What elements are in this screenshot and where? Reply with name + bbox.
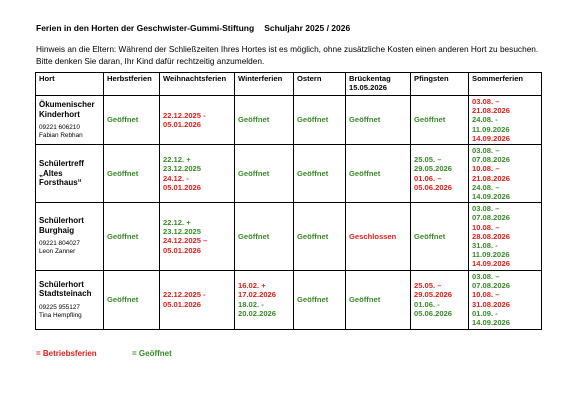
parent-notice: Hinweis an die Eltern: Während der Schließzeiten Ihres Hortes ist es möglich, ohne zusätzliche Kosten einen anderen Hort zu besuchen. Bitte denken Sie daran, Ihr Kind dafür rechtzeitig anzumelden. xyxy=(36,44,539,66)
date-line: 29.05.2026 xyxy=(414,164,453,174)
status-text: Geöffnet xyxy=(107,295,139,305)
hort-cell xyxy=(36,203,104,270)
date-line: 05.01.2026 xyxy=(163,245,202,255)
weihnacht-cell xyxy=(160,270,235,329)
status-text: Geöffnet xyxy=(297,295,329,305)
status-text: Geöffnet xyxy=(414,115,446,125)
date-line: 16.02. + xyxy=(238,281,266,291)
title-text: Ferien in den Horten der Geschwister-Gummi-Stiftung xyxy=(36,23,255,33)
table-row xyxy=(36,203,542,270)
hort-name-line: Schülerhort xyxy=(39,279,84,289)
status-text: Geöffnet xyxy=(107,231,139,241)
hort-name-line: Ökumenischer xyxy=(39,100,95,109)
date-line: 05.06.2026 xyxy=(414,182,453,192)
date-line: 25.05. – xyxy=(414,155,442,165)
date-line: 01.09. - xyxy=(472,308,498,318)
header-brueckentag-label: Brückentag xyxy=(349,74,391,83)
hort-contact: Tina Hempfling xyxy=(39,311,82,319)
winter-cell xyxy=(235,270,294,329)
date-line: 24.08. - xyxy=(472,115,498,125)
date-line: 03.08. – xyxy=(472,146,500,156)
ostern-cell xyxy=(294,270,346,329)
herbst-cell xyxy=(104,96,160,145)
header-brueckentag xyxy=(346,73,411,96)
hort-phone: 09225 955127 xyxy=(39,303,80,311)
header-weihnachtsferien: Weihnachtsferien xyxy=(160,73,235,96)
winter-cell xyxy=(235,145,294,203)
date-line: 07.08.2026 xyxy=(472,281,511,291)
date-line: 10.08. – xyxy=(472,164,500,174)
hort-cell xyxy=(36,96,104,145)
weihnacht-cell xyxy=(160,145,235,203)
hort-name-line: Schülertreff xyxy=(39,159,84,169)
date-line: 05.06.2026 xyxy=(414,308,453,318)
hort-name-line: „Altes xyxy=(39,168,63,178)
herbst-cell xyxy=(104,270,160,329)
header-hort: Hort xyxy=(36,73,104,96)
status-text: Geöffnet xyxy=(297,169,329,179)
hort-name-line: Forsthaus“ xyxy=(39,178,82,188)
date-line: 07.08.2026 xyxy=(472,213,511,223)
status-text: Geöffnet xyxy=(349,295,381,305)
date-line: 22.12.2025 - xyxy=(163,110,206,120)
date-line: 24.08. – xyxy=(472,182,500,192)
date-line: 11.09.2026 xyxy=(472,250,510,260)
sommer-cell xyxy=(469,145,542,203)
date-line: 23.12.2025 xyxy=(163,164,202,174)
hort-name-line: Kinderhort xyxy=(39,109,80,119)
date-line: 31.08.2026 xyxy=(472,299,511,309)
ostern-cell xyxy=(294,203,346,270)
pfingsten-cell xyxy=(411,203,469,270)
school-year: Schuljahr 2025 / 2026 xyxy=(264,23,351,33)
herbst-cell xyxy=(104,145,160,203)
hort-name-line: Stadtsteinach xyxy=(39,289,92,299)
hort-phone: 09221 606210 xyxy=(39,124,80,131)
pfingsten-cell xyxy=(411,145,469,203)
ostern-cell xyxy=(294,145,346,203)
herbst-cell xyxy=(104,203,160,270)
date-line: 14.09.2026 xyxy=(472,133,511,143)
date-line: 01.06. - xyxy=(414,299,440,309)
date-line: 03.08. – xyxy=(472,272,500,282)
date-line: 18.02. - xyxy=(238,299,264,309)
table-row xyxy=(36,270,542,329)
status-text: Geöffnet xyxy=(349,115,381,125)
date-line: 07.08.2026 xyxy=(472,155,511,165)
ostern-cell xyxy=(294,96,346,145)
status-text: Geöffnet xyxy=(297,115,329,125)
date-line: 05.01.2026 xyxy=(163,120,202,129)
hort-name-line: Burghaig xyxy=(39,225,75,235)
date-line: 05.01.2026 xyxy=(163,299,202,309)
header-ostern: Ostern xyxy=(294,73,346,96)
status-text: Geöffnet xyxy=(238,169,270,179)
date-line: 23.12.2025 xyxy=(163,227,202,237)
sommer-cell xyxy=(469,270,542,329)
hort-phone: 09221 804027 xyxy=(39,240,80,248)
holiday-table xyxy=(35,72,542,330)
brueckentag-cell xyxy=(346,96,411,145)
date-line: 20.02.2026 xyxy=(238,308,277,318)
pfingsten-cell xyxy=(411,270,469,329)
status-text: Geöffnet xyxy=(107,115,139,125)
hort-contact: Leon Zanner xyxy=(39,248,76,256)
date-line: 14.09.2026 xyxy=(472,192,511,202)
header-pfingsten: Pfingsten xyxy=(411,73,469,96)
status-text: Geöffnet xyxy=(238,231,270,241)
sommer-cell xyxy=(469,96,542,145)
date-line: 03.08. – xyxy=(472,97,500,106)
brueckentag-cell xyxy=(346,203,411,270)
date-line: 24.12.2025 – xyxy=(163,236,208,246)
date-line: 24.12. - xyxy=(163,173,189,183)
header-row xyxy=(36,73,542,96)
winter-cell xyxy=(235,96,294,145)
date-line: 05.01.2026 xyxy=(163,182,202,192)
date-line: 10.08. – xyxy=(472,222,500,232)
legend-geoeffnet: = Geöffnet xyxy=(132,349,172,358)
hort-cell xyxy=(36,270,104,329)
date-line: 10.08. – xyxy=(472,290,500,300)
status-text: Geöffnet xyxy=(414,231,446,241)
weihnacht-cell xyxy=(160,96,235,145)
status-text: Geöffnet xyxy=(349,169,381,179)
sommer-cell xyxy=(469,203,542,270)
table-row xyxy=(36,145,542,203)
weihnacht-cell xyxy=(160,203,235,270)
page-title xyxy=(36,23,350,33)
header-herbstferien: Herbstferien xyxy=(104,73,160,96)
status-text: Geöffnet xyxy=(107,169,139,179)
brueckentag-cell xyxy=(346,145,411,203)
date-line: 14.09.2026 xyxy=(472,259,511,269)
date-line: 22.12. + xyxy=(163,218,191,228)
date-line: 21.08.2026 xyxy=(472,106,511,116)
date-line: 03.08. – xyxy=(472,204,500,214)
date-line: 22.12.2025 - xyxy=(163,290,206,300)
date-line: 28.08.2026 xyxy=(472,231,511,241)
hort-name-line: Schülerhort xyxy=(39,216,84,226)
date-line: 11.09.2026 xyxy=(472,124,510,134)
date-line: 14.09.2026 xyxy=(472,318,511,328)
date-line: 17.02.2026 xyxy=(238,290,277,300)
hort-cell xyxy=(36,145,104,203)
legend-betriebsferien: = Betriebsferien xyxy=(36,349,97,358)
date-line: 25.05. – xyxy=(414,281,442,291)
winter-cell xyxy=(235,203,294,270)
date-line: 22.12. + xyxy=(163,155,191,165)
status-text: Geschlossen xyxy=(349,231,397,241)
header-winterferien: Winterferien xyxy=(235,73,294,96)
date-line: 31.08. - xyxy=(472,241,498,251)
date-line: 21.08.2026 xyxy=(472,173,511,183)
header-brueckentag-date: 15.05.2026 xyxy=(349,83,388,93)
brueckentag-cell xyxy=(346,270,411,329)
hort-contact: Fabian Rebhan xyxy=(39,132,83,139)
status-text: Geöffnet xyxy=(238,115,270,125)
pfingsten-cell xyxy=(411,96,469,145)
table-row xyxy=(36,96,542,145)
date-line: 29.05.2026 xyxy=(414,290,453,300)
status-text: Geöffnet xyxy=(297,231,329,241)
date-line: 01.06. – xyxy=(414,173,442,183)
header-sommerferien: Sommerferien xyxy=(469,73,542,96)
